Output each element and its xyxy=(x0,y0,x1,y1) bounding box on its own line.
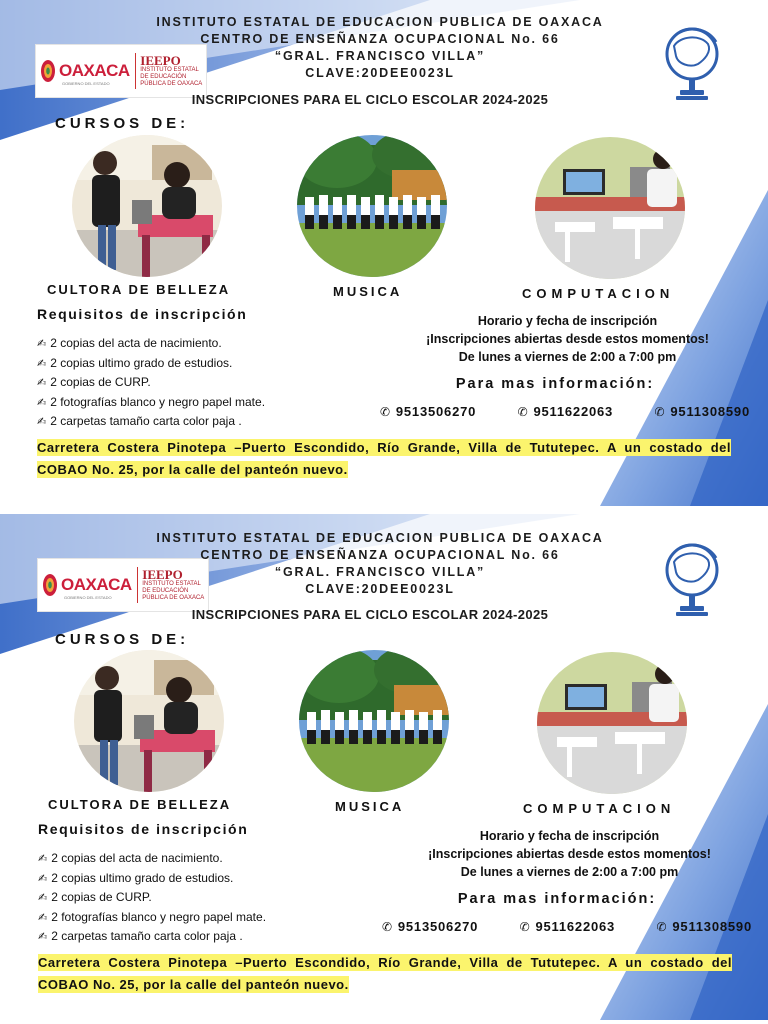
header-center: CENTRO DE ENSEÑANZA OCUPACIONAL No. 66 xyxy=(200,548,560,562)
phone-icon: ✆ xyxy=(654,405,666,419)
course-beauty-label: CULTORA DE BELLEZA xyxy=(47,282,231,297)
photo-music-course xyxy=(297,135,447,277)
courses-heading: CURSOS DE: xyxy=(55,631,190,648)
course-computing-label: COMPUTACION xyxy=(522,286,675,301)
requirement-item: ✍ 2 copias de CURP. xyxy=(37,375,151,389)
ieepo-subtitle-2: DE EDUCACIÓN PÚBLICA DE OAXACA xyxy=(142,588,205,601)
oaxaca-emblem-icon xyxy=(40,58,56,84)
phone-icon: ✆ xyxy=(382,920,393,934)
enrollment-title: INSCRIPCIONES PARA EL CICLO ESCOLAR 2024-2025 xyxy=(191,92,549,107)
pen-icon: ✍ xyxy=(37,395,47,409)
ieepo-subtitle-2: DE EDUCACIÓN PÚBLICA DE OAXACA xyxy=(140,74,203,87)
ieepo-subtitle-1: INSTITUTO ESTATAL xyxy=(140,67,199,73)
requirements-title: Requisitos de inscripción xyxy=(38,821,249,837)
requirement-item: ✍ 2 fotografías blanco y negro papel mate. xyxy=(37,394,266,409)
phone-number: ✆ 9511308590 xyxy=(654,404,750,419)
phone-number: ✆ 9513506270 xyxy=(382,919,479,934)
course-computing-label: COMPUTACION xyxy=(523,801,676,816)
photo-beauty-course xyxy=(74,650,224,792)
courses-heading: CURSOS DE: xyxy=(55,115,190,132)
ieepo-subtitle-1: INSTITUTO ESTATAL xyxy=(142,581,201,587)
pen-icon: ✍ xyxy=(37,337,47,350)
phone-icon: ✆ xyxy=(380,405,391,419)
course-beauty-label: CULTORA DE BELLEZA xyxy=(48,797,232,812)
more-info-title: Para mas información: xyxy=(457,891,657,907)
pen-icon: ✍ xyxy=(38,891,48,904)
requirements-title: Requisitos de inscripción xyxy=(37,306,248,322)
schedule-block xyxy=(397,827,742,881)
ieepo-wordmark: IEEPO xyxy=(142,567,183,582)
more-info-title: Para mas información: xyxy=(455,376,655,392)
schedule-title: Horario y fecha de inscripción xyxy=(477,314,658,328)
schedule-open: ¡Inscripciones abiertas desde estos momentos! xyxy=(426,332,709,346)
schedule-hours: De lunes a viernes de 2:00 a 7:00 pm xyxy=(458,350,677,364)
phone-list xyxy=(380,404,750,419)
phone-number: ✆ 9513506270 xyxy=(380,404,477,419)
course-music-label: MUSICA xyxy=(333,284,403,299)
phone-list xyxy=(382,919,752,934)
pen-icon: ✍ xyxy=(38,930,48,943)
pen-icon: ✍ xyxy=(38,871,48,885)
oaxaca-subtitle: GOBIERNO DEL ESTADO xyxy=(62,81,110,86)
schedule-block xyxy=(395,312,740,366)
phone-number: ✆ 9511308590 xyxy=(656,919,752,934)
flyer-top xyxy=(0,0,768,506)
photo-computing-course xyxy=(537,652,687,794)
photo-beauty-course xyxy=(72,135,222,277)
globe-icon xyxy=(660,24,724,104)
requirement-item: ✍ 2 fotografías blanco y negro papel mate. xyxy=(38,909,267,924)
requirement-item: ✍ 2 copias del acta de nacimiento. xyxy=(38,851,223,865)
course-music-label: MUSICA xyxy=(335,799,405,814)
phone-number: ✆ 9511622063 xyxy=(519,919,616,934)
phone-icon: ✆ xyxy=(656,920,668,934)
requirement-item: ✍ 2 copias ultimo grado de estudios. xyxy=(38,870,234,885)
header-name: “GRAL. FRANCISCO VILLA” xyxy=(274,565,486,579)
address: Carretera Costera Pinotepa –Puerto Escondido, Río Grande, Villa de Tututepec. A un costado del COBAO No. 25, por la calle del panteón nuevo. xyxy=(37,440,731,477)
phone-number: ✆ 9511622063 xyxy=(517,404,614,419)
requirement-item: ✍ 2 carpetas tamaño carta color paja . xyxy=(38,929,243,943)
oaxaca-emblem-icon xyxy=(42,572,58,598)
schedule-title: Horario y fecha de inscripción xyxy=(479,829,660,843)
pen-icon: ✍ xyxy=(38,910,48,924)
oaxaca-subtitle: GOBIERNO DEL ESTADO xyxy=(64,595,112,600)
photo-music-course xyxy=(299,650,449,792)
schedule-hours: De lunes a viernes de 2:00 a 7:00 pm xyxy=(460,865,679,879)
phone-icon: ✆ xyxy=(519,920,531,934)
requirement-item: ✍ 2 carpetas tamaño carta color paja . xyxy=(37,414,242,428)
requirement-item: ✍ 2 copias de CURP. xyxy=(38,890,152,904)
pen-icon: ✍ xyxy=(37,415,47,428)
globe-icon xyxy=(660,540,724,620)
pen-icon: ✍ xyxy=(37,356,47,370)
schedule-open: ¡Inscripciones abiertas desde estos momentos! xyxy=(428,847,711,861)
header-institute: INSTITUTO ESTATAL DE EDUCACION PUBLICA DE OAXACA xyxy=(156,531,604,545)
flyer-bottom xyxy=(0,514,768,1020)
ieepo-wordmark: IEEPO xyxy=(140,53,181,68)
header-institute: INSTITUTO ESTATAL DE EDUCACION PUBLICA DE OAXACA xyxy=(156,15,604,29)
address: Carretera Costera Pinotepa –Puerto Escondido, Río Grande, Villa de Tututepec. A un costado del COBAO No. 25, por la calle del panteón nuevo. xyxy=(38,955,732,992)
photo-computing-course xyxy=(535,137,685,279)
oaxaca-wordmark: OAXACA xyxy=(61,575,132,594)
pen-icon: ✍ xyxy=(38,852,48,865)
header-clave: CLAVE:20DEE0023L xyxy=(305,582,455,596)
header-center: CENTRO DE ENSEÑANZA OCUPACIONAL No. 66 xyxy=(200,32,560,46)
enrollment-title: INSCRIPCIONES PARA EL CICLO ESCOLAR 2024-2025 xyxy=(191,607,549,622)
requirement-item: ✍ 2 copias ultimo grado de estudios. xyxy=(37,355,233,370)
requirements-list xyxy=(38,849,338,947)
requirements-list xyxy=(37,334,337,432)
header-clave: CLAVE:20DEE0023L xyxy=(305,66,455,80)
requirement-item: ✍ 2 copias del acta de nacimiento. xyxy=(37,336,222,350)
phone-icon: ✆ xyxy=(517,405,529,419)
pen-icon: ✍ xyxy=(37,376,47,389)
oaxaca-wordmark: OAXACA xyxy=(59,61,130,80)
header-name: “GRAL. FRANCISCO VILLA” xyxy=(274,49,486,63)
